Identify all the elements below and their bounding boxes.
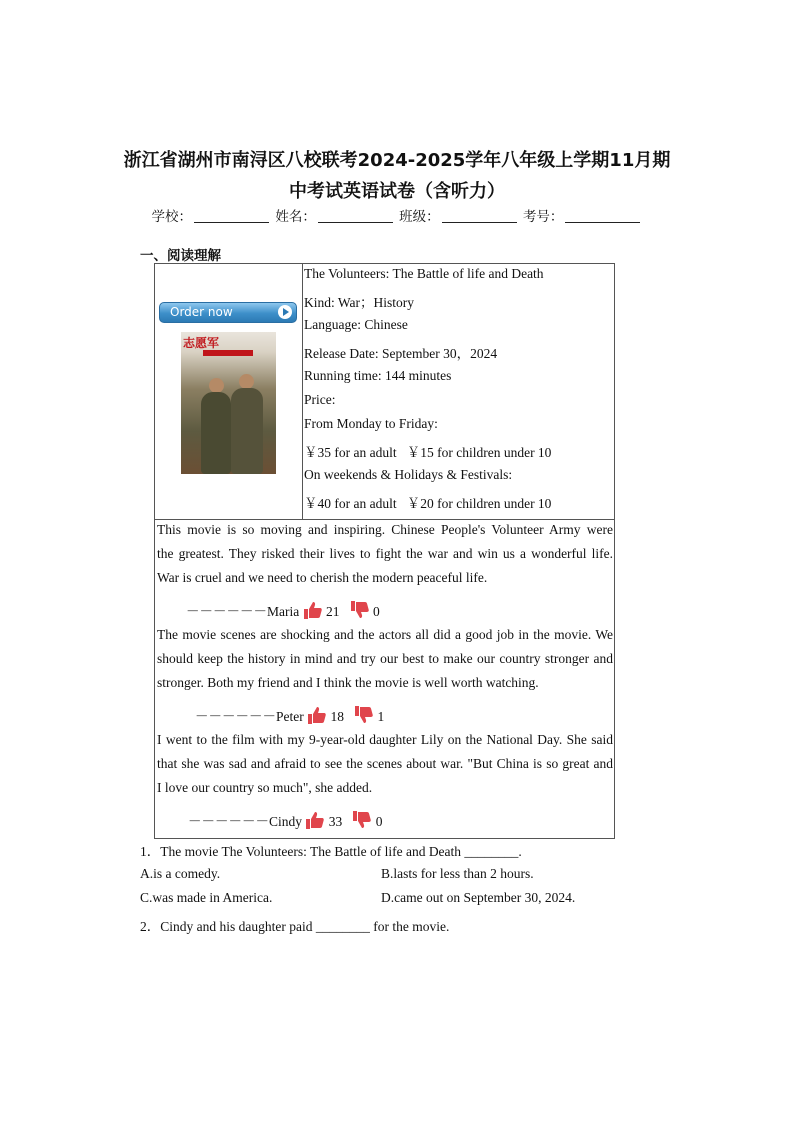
review-like-count: 21	[325, 604, 340, 619]
thumbs-up-icon[interactable]	[307, 706, 327, 728]
class-label: 班级：	[399, 209, 440, 225]
thumbs-down-icon[interactable]	[354, 706, 374, 728]
question-1-stem: 1．The movie The Volunteers: The Battle of life and Death ________.	[140, 844, 522, 859]
movie-poster	[181, 332, 276, 474]
review-cindy-line2: that she was sad and afraid to see the scenes about war. "But China is so great and	[157, 756, 613, 771]
soldier-figure-left-head	[209, 378, 224, 393]
review-peter-line1: The movie scenes are shocking and the actors all did a good job in the movie. We	[157, 627, 613, 642]
question-2-stem: 2．Cindy and his daughter paid ________ for the movie.	[140, 919, 450, 934]
info-release-date: Release Date: September 30，2024	[304, 346, 498, 361]
review-cindy-line1: I went to the film with my 9-year-old daughter Lily on the National Day. She said	[157, 732, 613, 747]
thumbs-up-icon[interactable]	[305, 811, 325, 833]
name-blank[interactable]	[318, 222, 393, 223]
poster-subtitle-bar	[203, 350, 253, 356]
review-maria-line1: This movie is so moving and inspiring. Chinese People's Volunteer Army were	[157, 522, 613, 537]
review-maria-line3: War is cruel and we need to cherish the modern peaceful life.	[157, 570, 488, 585]
review-peter-line3: stronger. Both my friend and I think the movie is well worth watching.	[157, 675, 539, 690]
question-1-option-d[interactable]: D.came out on September 30, 2024.	[381, 890, 576, 905]
review-peter-signature	[195, 705, 384, 728]
info-movie-title: The Volunteers: The Battle of life and Death	[304, 266, 544, 281]
info-weekday-label: From Monday to Friday:	[304, 416, 438, 431]
school-blank[interactable]	[194, 222, 269, 223]
info-weekend-price: ￥40 for an adult ￥20 for children under 10	[304, 496, 552, 511]
review-peter-line2: should keep the history in mind and try our best to make our country stronger and	[157, 651, 613, 666]
thumbs-up-icon[interactable]	[303, 601, 323, 623]
review-dislike-count: 1	[377, 709, 385, 724]
order-now-button[interactable]	[159, 302, 297, 323]
info-kind: Kind: War；History	[304, 295, 415, 310]
info-weekday-price: ￥35 for an adult ￥15 for children under 10	[304, 445, 552, 460]
class-blank[interactable]	[442, 222, 517, 223]
exam-title-line2: 中考试英语试卷（含听力）	[289, 181, 505, 202]
review-like-count: 33	[328, 814, 343, 829]
name-label: 姓名：	[275, 209, 316, 225]
review-dislike-count: 0	[375, 814, 383, 829]
thumbs-down-icon[interactable]	[352, 811, 372, 833]
review-cindy-line3: I love our country so much", she added.	[157, 780, 373, 795]
exam-title-line1: 浙江省湖州市南浔区八校联考2024-2025学年八年级上学期11月期	[123, 150, 671, 171]
info-price-label: Price:	[304, 392, 336, 407]
play-arrow-icon	[278, 305, 292, 319]
order-now-label: Order now	[170, 305, 233, 319]
student-info-fields	[0, 205, 794, 225]
review-dislike-count: 0	[372, 604, 380, 619]
question-1-option-c[interactable]: C.was made in America.	[140, 890, 273, 905]
soldier-figure-right-head	[239, 374, 254, 389]
review-maria-line2: the greatest. They risked their lives to fight the war and win us a wonderful life.	[157, 546, 613, 561]
review-like-count: 18	[330, 709, 344, 724]
review-author: －－－－－－Maria	[186, 604, 300, 619]
exam-number-blank[interactable]	[565, 222, 640, 223]
soldier-figure-right	[231, 388, 263, 474]
school-label: 学校：	[151, 209, 193, 225]
thumbs-down-icon[interactable]	[350, 601, 370, 623]
review-author: －－－－－－Peter	[195, 709, 304, 724]
question-1-option-b[interactable]: B.lasts for less than 2 hours.	[381, 866, 534, 881]
soldier-figure-left	[201, 392, 231, 474]
poster-title: 志愿军	[183, 336, 220, 350]
info-weekend-label: On weekends & Holidays & Festivals:	[304, 467, 513, 482]
info-language: Language: Chinese	[304, 317, 408, 332]
review-maria-signature	[186, 600, 380, 623]
info-running-time: Running time: 144 minutes	[304, 368, 452, 383]
exam-number-label: 考号：	[522, 209, 564, 225]
section-title: 一、阅读理解	[140, 248, 221, 264]
question-1-option-a[interactable]: A.is a comedy.	[140, 866, 221, 881]
review-author: －－－－－－Cindy	[188, 814, 303, 829]
review-cindy-signature	[188, 810, 383, 833]
